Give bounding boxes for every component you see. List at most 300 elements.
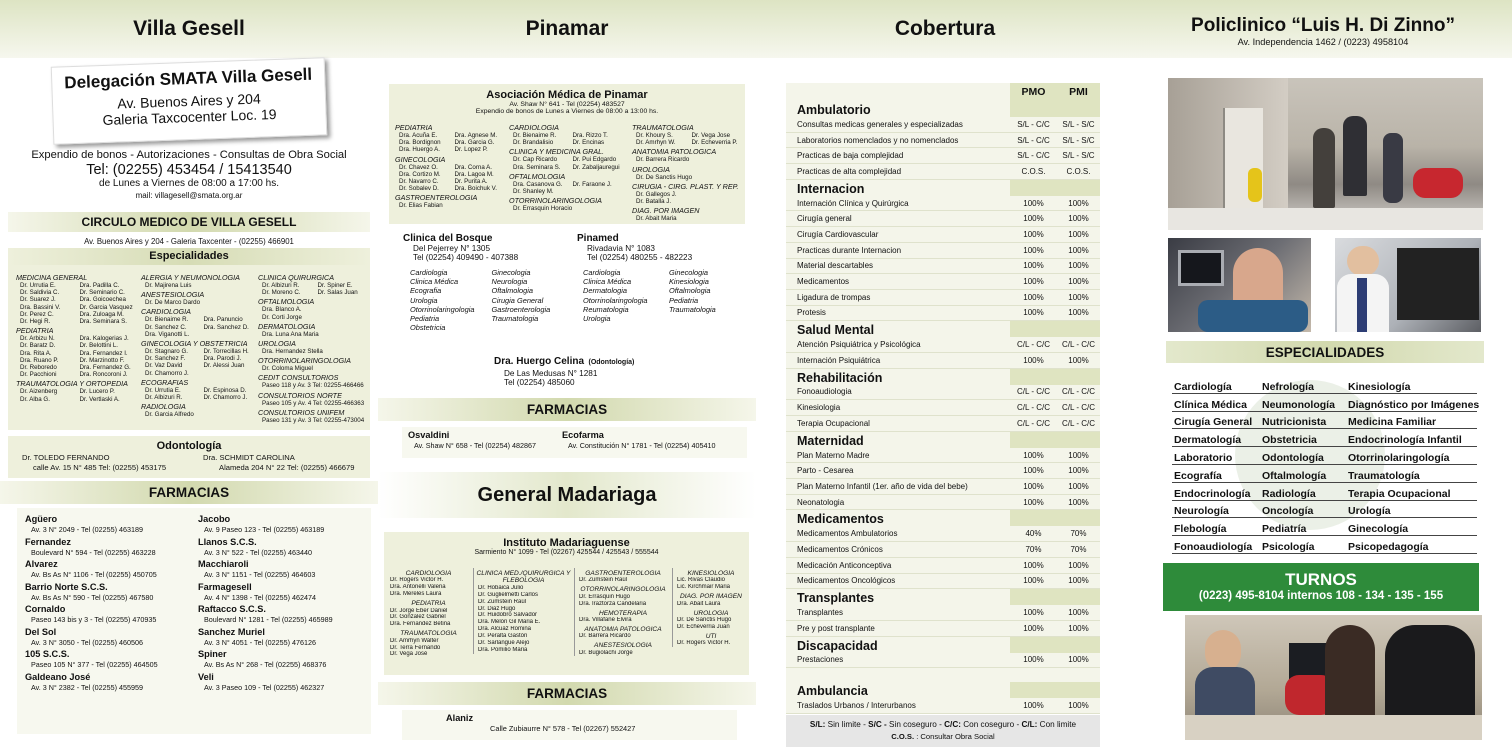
specialty-item: Nutricionista: [1260, 412, 1346, 430]
doctor-list: [258, 382, 370, 389]
category-name: Ambulatorio: [797, 103, 871, 117]
doctor-list: [673, 617, 749, 631]
doctor-name: Dr. Albizuri R.: [262, 282, 300, 289]
odonto-b-addr: Alameda 204 N° 22 Tel: (02255) 466679: [219, 463, 355, 472]
specialty-item: Pediatria: [410, 314, 440, 324]
pmi-cell: [1057, 637, 1100, 653]
doctor-name: Dr. De Sanctis Hugo: [636, 173, 693, 181]
specialty-group: [258, 274, 370, 296]
pmi-cell: [1057, 682, 1100, 698]
pmo-cell: [1010, 682, 1057, 698]
doctor-name: Dr. Zabaljauregui: [572, 163, 620, 171]
specialty-item: Ginecologia: [491, 268, 531, 277]
doctor-name: Dr. Chamorro J.: [145, 369, 189, 377]
pmi-value: C/L - C/C: [1061, 387, 1096, 397]
pmo-value: C/L - C/C: [1016, 387, 1051, 397]
col-pmi: PMI: [1057, 83, 1100, 101]
coverage-item: Consultas medicas generales y especializadas: [797, 119, 963, 129]
specialty-item: Clínica Médica: [1172, 394, 1260, 412]
doctor-list: [395, 202, 507, 209]
bosque-tel: Tel (02254) 409490 - 407388: [413, 253, 519, 262]
specialty-heading: CLINICA Y MEDICINA GRAL.: [509, 147, 605, 157]
pmi-value: 100%: [1068, 214, 1089, 224]
coverage-row: [786, 117, 1100, 133]
specialty-item: Urologia: [410, 295, 438, 305]
pmo-value: 100%: [1023, 214, 1044, 224]
farmacia-address: Av. Constitución N° 1781 - Tel (02254) 405410: [568, 441, 716, 450]
doctor-name: Dra. Seminara S.: [513, 163, 561, 171]
doctor-list: [141, 316, 259, 338]
villa-gesell-panel: [0, 0, 378, 747]
doctor-name: Dr. Seminario C.: [79, 289, 125, 297]
coverage-item: Transplantes: [797, 608, 843, 618]
pmo-value: C.O.S.: [1021, 166, 1046, 176]
specialty-group: [258, 357, 370, 372]
farmacia-name: Jacobo: [198, 514, 231, 524]
doctor-name: Dr. Batalla J.: [636, 198, 672, 206]
asociacion-box: [389, 84, 745, 224]
farmacia-name: Agüero: [25, 514, 58, 524]
doctor-name: Dra. Hernandez Stella: [262, 348, 323, 356]
coverage-category: [786, 589, 1100, 605]
coverage-row: [786, 337, 1100, 353]
coverage-row: [786, 463, 1100, 479]
farmacia-address: Paseo 143 bis y 3 - Tel (02255) 470935: [31, 615, 157, 624]
coverage-row: [786, 574, 1100, 590]
asoc-column-3: [632, 122, 744, 222]
specialty-item: Urología: [1346, 501, 1477, 519]
coverage-row: [786, 227, 1100, 243]
coverage-row: [786, 448, 1100, 464]
category-name: Discapacidad: [797, 638, 878, 653]
doctor-name: Dra. Rita A.: [20, 349, 52, 357]
doctor-name: Dr. Navarro C.: [399, 178, 439, 186]
clinica-bosque: [403, 233, 573, 332]
pmo-cell: [1010, 321, 1057, 337]
coverage-item: Prestaciones: [797, 655, 844, 665]
pmo-value: C/L - C/C: [1016, 340, 1051, 350]
coverage-row: [786, 542, 1100, 558]
farmacia-entry: [25, 582, 190, 605]
doctor-name: Dr. Rogers Victor H.: [677, 640, 731, 647]
specialty-heading: MEDICINA GENERAL: [16, 273, 88, 282]
turnos-title: TURNOS: [1285, 570, 1357, 589]
specialty-item: Oncología: [1260, 501, 1346, 519]
doctor-name: Dra. Alcuaz Romina: [478, 626, 532, 633]
asoc-column-2: [509, 122, 629, 212]
specialty-group: [16, 380, 136, 402]
doctor-name: Dra. Iraztorza Candelaria: [579, 600, 647, 607]
specialty-heading: ANATOMIA PATOLOGICA: [584, 625, 662, 633]
doctor-list: [386, 577, 471, 598]
pmi-cell: [1057, 321, 1100, 337]
pmi-cell: [1057, 510, 1100, 526]
farmacias-title-vg: FARMACIAS: [0, 481, 378, 504]
specialty-group: [632, 148, 744, 163]
farmacia-address: Paseo 105 N° 377 - Tel (02255) 464505: [31, 660, 158, 669]
category-name: Rehabilitación: [797, 370, 883, 385]
coverage-item: Cirugía general: [797, 214, 852, 224]
asociacion-hours: Expendio de bonos de Lunes a Viernes de 08:00 a 13:00 hs.: [475, 108, 659, 115]
coverage-category: [786, 637, 1100, 653]
doctor-name: Lic. Rivas Claudio: [677, 577, 726, 584]
pmo-value: 100%: [1023, 198, 1044, 208]
doctor-photo: [1335, 238, 1481, 332]
specialty-group: [509, 124, 629, 146]
specialty-item: Ecografía: [1172, 465, 1260, 483]
doctor-name: Paseo 131 y Av. 3 Tel: 02255-473004: [262, 416, 365, 424]
farmacia-name: Del Sol: [25, 626, 57, 637]
specialty-group: [632, 183, 744, 205]
farmacia-name: Ecofarma: [562, 430, 604, 440]
col-pmo: PMO: [1010, 83, 1057, 101]
doctor-list: [141, 299, 259, 306]
coverage-item: Parto - Cesarea: [797, 466, 854, 476]
farmacia-entry: [25, 559, 190, 582]
doctor-name: Dra. Fernandez I.: [79, 349, 128, 357]
doctor-list: [509, 181, 629, 195]
asociacion-address: Av. Shaw N° 641 - Tel (02254) 483527: [509, 101, 625, 108]
pmi-value: 100%: [1068, 245, 1089, 255]
pmo-value: 100%: [1023, 560, 1044, 570]
specialty-heading: ANATOMIA PATOLOGICA: [632, 147, 717, 157]
bosque-specs-a: [410, 268, 492, 332]
doctor-name: Dr. Echeverria Juan: [677, 623, 730, 630]
doctor-name: Lic. Kirchmair Maria: [677, 584, 731, 591]
especialidades-grid: [1172, 376, 1480, 554]
specialty-heading: CARDIOLOGIA: [509, 123, 559, 132]
doctor-list: [258, 331, 370, 338]
specialty-item: Dermatología: [1172, 429, 1260, 447]
specialty-heading: KINESIOLOGIA: [687, 570, 735, 577]
farmacia-address: Boulevard N° 594 - Tel (02255) 463228: [31, 547, 156, 557]
doctor-list: [16, 335, 136, 378]
instituto-address: Sarmiento N° 1099 - Tel (02267) 425544 / 425543 / 555544: [474, 549, 659, 556]
specialty-item: Traumatologia: [669, 304, 716, 314]
farmacia-address: Av. 3 N° 2382 - Tel (02255) 455959: [31, 682, 143, 692]
doctor-name: Dr. Vega Jose: [691, 132, 731, 139]
pmi-value: S/L - S/C: [1062, 135, 1095, 145]
doctor-name: Dra. Kalogerias J.: [79, 335, 129, 343]
specialty-group: [386, 630, 471, 658]
delegacion-tel: Tel: (02255) 453454 / 15413540: [86, 162, 292, 178]
doctor-name: Paseo 105 y Av. 4 Tel: 02255-466363: [262, 399, 365, 407]
pinamed: [577, 233, 752, 323]
pmi-value: 100%: [1068, 655, 1089, 665]
specialty-heading: PEDIATRIA: [16, 326, 54, 336]
specialty-heading: DIAG. POR IMAGEN: [680, 593, 742, 601]
doctor-list: [386, 608, 471, 629]
pmo-value: S/L - C/C: [1017, 151, 1050, 161]
specialty-item: Psicología: [1260, 536, 1346, 554]
pmo-value: 100%: [1023, 655, 1044, 665]
delegacion-gallery: Galeria Taxcocenter Loc. 19: [102, 105, 277, 129]
specialty-heading: UROLOGIA: [258, 339, 296, 349]
specialty-group: [673, 633, 749, 647]
specialty-group: [16, 327, 136, 378]
specialty-item: Cardiologia: [583, 268, 621, 277]
specialty-item: Terapia Ocupacional: [1346, 483, 1477, 501]
coverage-row: [786, 196, 1100, 212]
specialty-item: Diagnóstico por Imágenes: [1346, 394, 1477, 412]
specialty-heading: UROLOGIA: [693, 609, 729, 617]
specialty-heading: CARDIOLOGIA: [405, 570, 452, 577]
doctor-list: [258, 365, 370, 372]
doctor-list: [632, 174, 744, 181]
farmacia-entry: [25, 604, 190, 627]
pmi-cell: [1057, 101, 1100, 117]
doctor-name: Dr. Albizuri R.: [145, 394, 183, 402]
pmi-value: 100%: [1068, 308, 1089, 318]
doctor-name: Dra. Parodi J.: [203, 355, 242, 363]
doctor-name: Dr. Barrera Ricardo: [636, 156, 690, 164]
doctor-name: Dr. Khoury S.: [636, 132, 673, 139]
farmacia-address: Av. 4 N° 1398 - Tel (02255) 462474: [204, 592, 316, 602]
specialty-item: Cirugia General: [491, 295, 544, 305]
doctor-name: Dra. Huergo A.: [399, 146, 440, 154]
doctor-list: [509, 205, 629, 212]
specialty-item: Cirugía General: [1172, 412, 1260, 430]
doctor-name: Dr. Lopez P.: [454, 146, 488, 154]
category-name: Maternidad: [797, 433, 864, 448]
specialty-item: Odontología: [1260, 447, 1346, 465]
pmi-value: 100%: [1068, 450, 1089, 460]
doctor-name: Dra. Seminara S.: [79, 318, 127, 326]
specialty-item: Dermatologia: [583, 286, 627, 296]
doctor-name: Dr. Coloma Miguel: [262, 365, 313, 373]
specialty-heading: GASTROENTEROLOGIA: [585, 570, 661, 577]
villa-gesell-title: Villa Gesell: [0, 0, 378, 58]
farmacia-name: Osvaldini: [408, 430, 450, 440]
doctor-name: Dr. Garcia Alfredo: [145, 411, 194, 419]
coverage-row: [786, 653, 1100, 669]
specialty-heading: HEMOTERAPIA: [599, 609, 647, 617]
coverage-item: Fonoaudiologia: [797, 387, 852, 397]
specialty-heading: CIRUGIA - CIRG. PLAST. Y REP.: [632, 181, 739, 191]
doctor-list: [16, 282, 136, 325]
doctor-name: Dr. Echeverria P.: [691, 139, 738, 147]
instituto-title: Instituto Madariaguense: [503, 537, 630, 549]
doctor-name: Dra. Pomilio Maria: [478, 646, 528, 653]
legend-cos-value: : Consultar Obra Social: [914, 732, 995, 741]
specialty-heading: CLINICA QUIRURGICA: [258, 273, 335, 282]
specialty-item: Ginecología: [1346, 518, 1477, 536]
specialty-group: [141, 340, 259, 377]
specialty-group: [258, 323, 370, 338]
farmacia-address: Av. 3 N° 3050 - Tel (02255) 460506: [31, 637, 143, 647]
pmi-value: 100%: [1068, 261, 1089, 271]
farmacia-address: Av. 3 N° 2049 - Tel (02255) 463189: [31, 525, 143, 534]
specialty-group: [141, 291, 259, 306]
bosque-title: Clinica del Bosque: [403, 233, 493, 244]
farmacia-entry: [198, 559, 363, 582]
legend-cos-key: C.O.S.: [891, 732, 915, 741]
doctor-name: Dr. Sanchez C.: [145, 323, 187, 331]
specialty-heading: RADIOLOGIA: [141, 402, 186, 412]
farmacia-address: Av. Bs As N° 268 - Tel (02255) 468376: [204, 660, 327, 669]
doctor-name: Dra. Bordignon: [399, 139, 441, 147]
specialty-item: Otorrinolaringología: [1346, 447, 1477, 465]
coverage-row: [786, 416, 1100, 432]
coverage-legend: [786, 715, 1100, 747]
legend-key: S/C -: [868, 720, 887, 729]
specialty-group: [141, 403, 259, 418]
specialty-item: Obstetricia: [1260, 429, 1346, 447]
specialty-item: Ginecologia: [669, 268, 709, 277]
spec-column-2: [141, 272, 259, 418]
farmacia-address: Av. Bs As N° 590 - Tel (02255) 467580: [31, 592, 154, 602]
specialty-item: Traumatologia: [491, 314, 539, 324]
coverage-item: Practicas de baja complejidad: [797, 151, 904, 161]
odontologia-title: Odontología: [156, 440, 222, 452]
pmi-value: 100%: [1068, 481, 1089, 491]
doctor-list: [141, 387, 259, 401]
specialty-item: Flebología: [1172, 518, 1260, 536]
coverage-item: Ligadura de trompas: [797, 292, 871, 302]
inst-column-1: [386, 568, 471, 658]
doctor-name: Dra. Corna A.: [454, 163, 492, 171]
coverage-category: [786, 321, 1100, 337]
coverage-item: Plan Materno Infantil (1er. año de vida del bebe): [797, 481, 968, 491]
waiting-room-photo: [1168, 78, 1483, 230]
specialty-item: Neurología: [1172, 501, 1260, 519]
coverage-row: [786, 211, 1100, 227]
pmo-value: 100%: [1023, 497, 1044, 507]
doctor-name: Dra. Viganotti L.: [145, 330, 190, 338]
doctor-list: [258, 306, 370, 320]
pmi-value: 100%: [1068, 608, 1089, 618]
specialty-group: [673, 570, 749, 591]
specialty-heading: OTORRINOLARINGOLOGIA: [580, 586, 666, 594]
pmo-cell: [1010, 432, 1057, 448]
coverage-row: [786, 479, 1100, 495]
policlinico-address: Av. Independencia 1462 / (0223) 4958104: [1237, 37, 1409, 47]
doctor-name: Dr. Barrera Ricardo: [579, 633, 631, 640]
pinamed-specs-b: [669, 268, 749, 323]
coverage-item: Internación Psiquiátrica: [797, 355, 881, 365]
pmi-value: 100%: [1068, 497, 1089, 507]
farmacia-entry: [198, 672, 363, 695]
specialty-item: Clinica Médica: [583, 277, 632, 287]
doctor-list: [386, 638, 471, 659]
doctor-name: Dr. Marzinotto F.: [79, 356, 125, 364]
farmacia-name: Farmagesell: [198, 581, 252, 592]
farmacia-name: Macchiaroli: [198, 559, 249, 569]
odonto-a-name: Dr. TOLEDO FERNANDO: [22, 453, 110, 462]
specialty-heading: OFTALMOLOGIA: [509, 171, 566, 181]
coverage-item: Medicamentos Oncológicos: [797, 576, 896, 586]
specialty-heading: UTI: [705, 632, 717, 640]
delegacion-mail: mail: villagesell@smata.org.ar: [135, 191, 243, 200]
pmi-value: S/L - S/C: [1062, 119, 1095, 129]
specialty-group: [632, 124, 744, 146]
doctor-name: Dr. Alessi Juan: [203, 362, 245, 370]
farmacia-address: Av. 3 N° 1151 - Tel (02255) 464603: [204, 570, 316, 579]
especialidades-box: [8, 248, 370, 430]
delegacion-card: [51, 57, 328, 145]
specialty-heading: OFTALMOLOGIA: [258, 297, 315, 307]
specialty-heading: CEDIT CONSULTORIOS: [258, 373, 339, 383]
specialty-item: Nefrología: [1260, 376, 1346, 394]
pmo-value: 100%: [1023, 292, 1044, 302]
coverage-item: Terapia Ocupacional: [797, 418, 870, 428]
doctor-name: Dr. Diaz Hugo: [478, 605, 516, 612]
farmacia-entry: [198, 604, 363, 627]
ultrasound-photo: [1168, 238, 1311, 332]
pmo-cell: [1010, 369, 1057, 385]
odonto-b-name: Dra. SCHMIDT CAROLINA: [203, 453, 295, 462]
doctor-name: Dr. Alba G.: [20, 395, 50, 403]
doctor-name: Paseo 118 y Av. 3 Tel: 02255-466466: [262, 382, 364, 390]
inst-column-4: [672, 568, 749, 647]
circulo-address: Av. Buenos Aires y 204 - Galeria Taxcenter - (02255) 466901: [84, 237, 294, 246]
specialty-group: [632, 166, 744, 181]
odontologia-box: [8, 436, 370, 478]
doctor-name: Dra. Lagoa M.: [454, 170, 494, 178]
farmacia-name: Veli: [198, 671, 214, 682]
pmi-cell: [1057, 589, 1100, 605]
coverage-row: [786, 306, 1100, 322]
specialty-group: [141, 379, 259, 401]
doctor-name: Dr. Elias Fabian: [399, 202, 443, 210]
pmi-value: C/L - C/C: [1061, 418, 1096, 428]
pmi-value: 100%: [1068, 277, 1089, 287]
specialty-group: [16, 274, 136, 325]
doctor-name: Dr. Aizenberg: [20, 388, 58, 396]
doctor-list: [632, 215, 744, 222]
doctor-list: [509, 132, 629, 146]
doctor-name: Dra. Sanchez D.: [203, 323, 249, 331]
doctor-list: [575, 577, 671, 584]
pmi-value: 100%: [1068, 701, 1089, 711]
doctor-name: Dr. Rogers Victor H.: [390, 577, 444, 584]
specialty-heading: CLINICA MED./QUIRURGICA Y FLEBOLOGIA: [476, 570, 571, 585]
doctor-name: Dr. Bienaime R.: [145, 316, 189, 324]
doctor-name: Dr. Garcia Vasquez: [79, 303, 133, 311]
doctor-name: Dr. Belottini L.: [79, 342, 119, 350]
policlinico-title: Policlinico “Luis H. Di Zinno”: [1191, 15, 1455, 36]
coverage-row: [786, 385, 1100, 401]
asoc-column-1: [395, 122, 507, 210]
doctor-name: Dr. Terra Fernando: [390, 644, 441, 651]
specialty-group: [509, 148, 629, 170]
doctor-list: [673, 601, 749, 608]
specialty-item: Oftalmologia: [491, 286, 533, 296]
doctor-name: Dra. Abait Laura: [677, 600, 721, 607]
specialty-heading: TRAUMATOLOGIA: [400, 630, 457, 638]
doctor-name: Dr. Encinas: [572, 139, 605, 147]
farmacia-address: Boulevard N° 1281 - Tel (02255) 465989: [204, 615, 333, 624]
specialty-item: Neumonología: [1260, 394, 1346, 412]
doctor-name: Dra. Blanco A.: [262, 306, 302, 314]
specialty-heading: ALERGIA Y NEUMONOLOGIA: [141, 273, 240, 282]
reception-photo: [1185, 615, 1482, 740]
specialty-heading: GINECOLOGIA Y OBSTETRICIA: [141, 339, 248, 349]
specialty-item: Obstetricia: [410, 323, 446, 333]
doctor-name: Dr. Guglielmetti Carlos: [478, 591, 539, 598]
huergo-tel: Tel (02254) 485060: [504, 378, 575, 387]
doctor-name: Dr. Chamorro J.: [203, 394, 248, 402]
coverage-category: [786, 180, 1100, 196]
inst-column-3: [574, 568, 671, 656]
doctor-list: [575, 617, 671, 624]
doctor-name: Dr. Vertlaski A.: [79, 395, 120, 403]
farmacia-entry: [25, 627, 190, 650]
pmo-value: 100%: [1023, 229, 1044, 239]
farmacia-address: Av. 3 Paseo 109 - Tel (02255) 462327: [204, 682, 325, 692]
farmacia-name: Llanos S.C.S.: [198, 536, 257, 547]
pmo-value: 100%: [1023, 623, 1044, 633]
